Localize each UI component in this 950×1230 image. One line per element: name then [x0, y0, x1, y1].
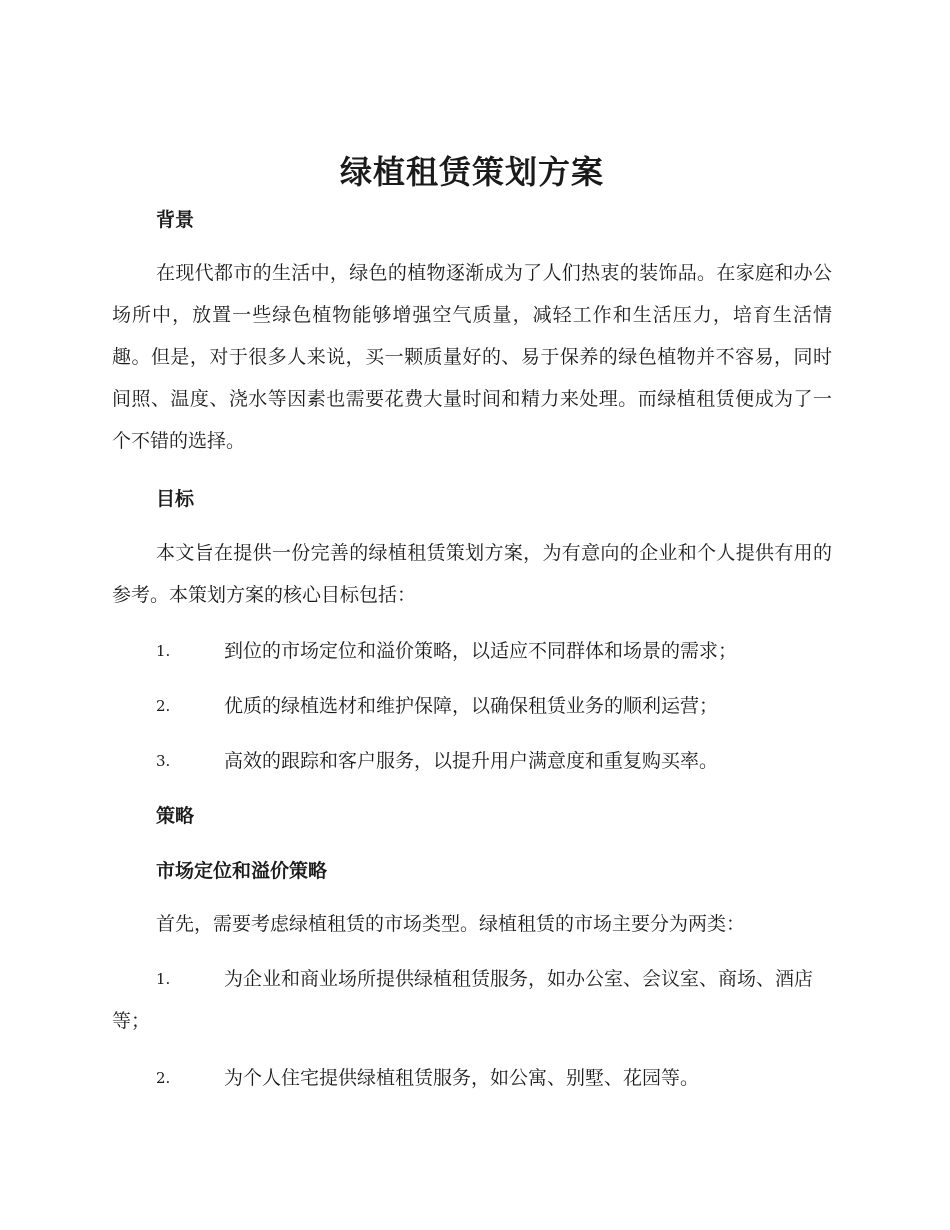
background-paragraph: 在现代都市的生活中，绿色的植物逐渐成为了人们热衷的装饰品。在家庭和办公场所中，放置一些绿色植物能够增强空气质量，减轻工作和生活压力，培育生活情趣。但是，对于很多人来说，买一颗质量好的、易于保养的绿色植物并不容易，同时间照、温度、浇水等因素也需要花费大量时间和精力来处理。而绿植租赁便成为了一个不错的选择。 [112, 262, 832, 452]
strategy-list-item [112, 958, 832, 1042]
list-item-number: 3. [156, 752, 171, 770]
list-item-number: 2. [156, 1069, 171, 1087]
list-item-number: 1. [156, 642, 171, 660]
document-title: 绿植租赁策划方案 [339, 153, 604, 191]
strategy-paragraph: 首先，需要考虑绿植租赁的市场类型。绿植租赁的市场主要分为两类： [156, 913, 746, 935]
section-heading-strategy: 策略 [156, 805, 195, 827]
list-item-number: 1. [156, 970, 171, 988]
strategy-list-item [112, 1057, 832, 1099]
goals-list-item [112, 685, 832, 727]
section-heading-goals: 目标 [156, 488, 195, 510]
list-item-text: 优质的绿植选材和维护保障，以确保租赁业务的顺利运营； [224, 695, 719, 717]
goals-list-item [112, 630, 832, 672]
section-heading-background: 背景 [156, 209, 195, 231]
list-item-text: 为个人住宅提供绿植租赁服务，如公寓、别墅、花园等。 [224, 1067, 700, 1089]
goals-list-item [112, 740, 832, 782]
goals-paragraph: 本文旨在提供一份完善的绿植租赁策划方案，为有意向的企业和个人提供有用的参考。本策划方案的核心目标包括： [112, 542, 832, 606]
list-item-number: 2. [156, 697, 171, 715]
list-item-text: 为企业和商业场所提供绿植租赁服务，如办公室、会议室、商场、酒店等； [112, 968, 814, 1032]
list-item-text: 到位的市场定位和溢价策略，以适应不同群体和场景的需求； [224, 640, 738, 662]
subsection-heading-market: 市场定位和溢价策略 [156, 860, 328, 882]
list-item-text: 高效的跟踪和客户服务，以提升用户满意度和重复购买率。 [224, 750, 719, 772]
